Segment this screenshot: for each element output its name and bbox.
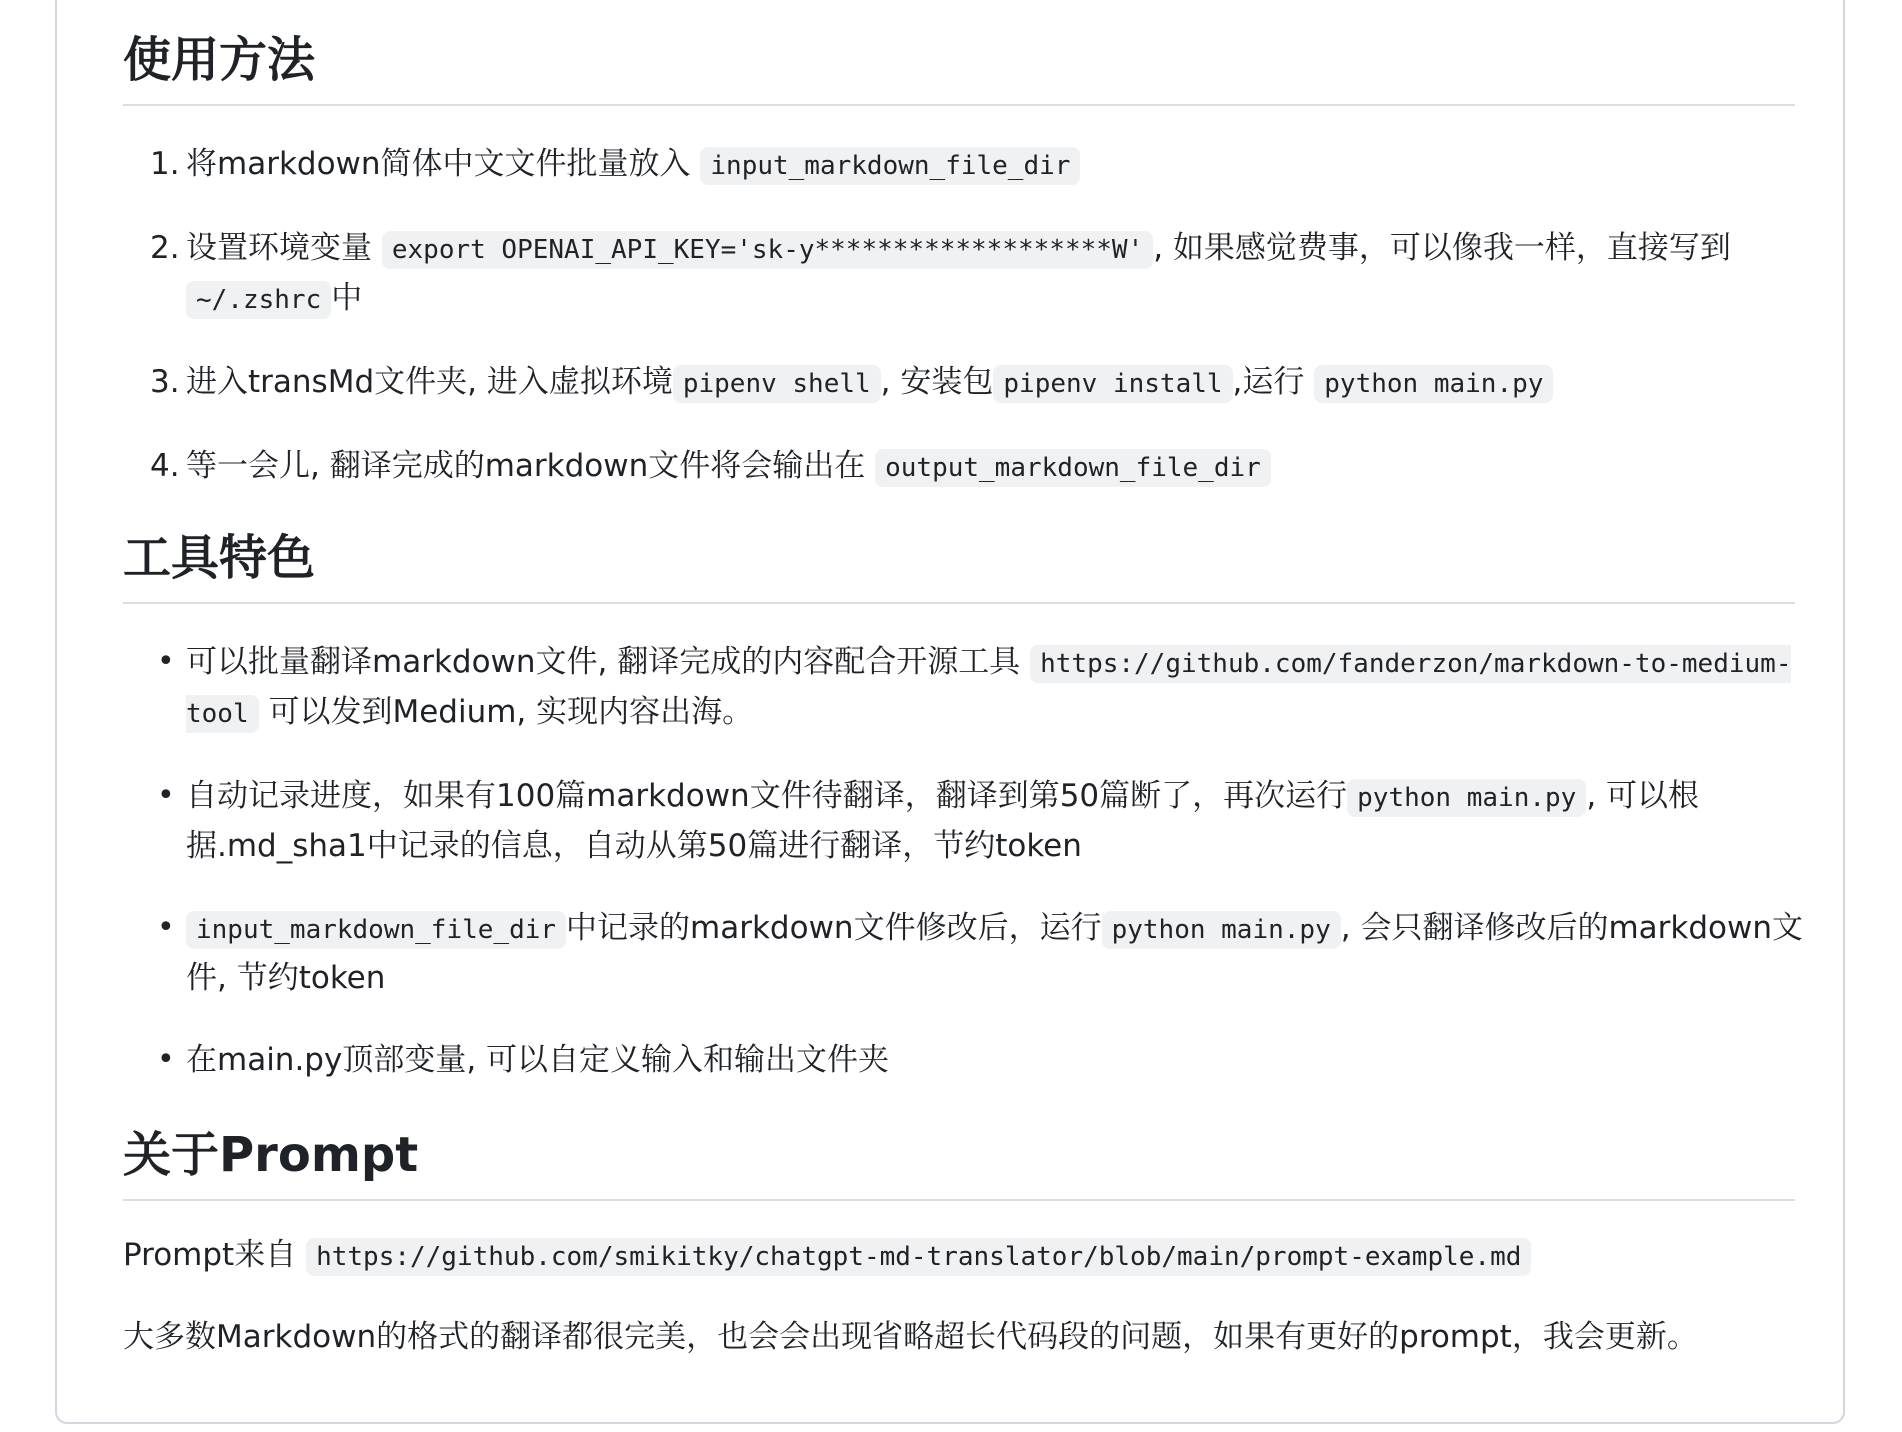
prompt-source-text: Prompt来自 <box>123 1237 307 1273</box>
feature-text: , 会只翻译修改后的markdown文件, 节约token <box>186 910 1803 996</box>
usage-section <box>123 30 1795 492</box>
list-number: 4. <box>150 448 180 484</box>
usage-step-4 <box>123 442 1806 492</box>
prompt-note-paragraph: 大多数Markdown的格式的翻译都很完美，也会会出现省略超长代码段的问题，如果有更好的prompt，我会更新。 <box>123 1319 1698 1355</box>
feature-text: 可以发到Medium, 实现内容出海。 <box>258 694 754 730</box>
usage-heading: 使用方法 <box>123 30 1795 106</box>
python-main-code: python main.py <box>1347 779 1586 817</box>
prompt-heading: 关于Prompt <box>123 1125 1795 1201</box>
step-text: 进入transMd文件夹, 进入虚拟环境 <box>186 364 673 400</box>
list-number: 2. <box>150 230 180 266</box>
step-text: , 如果感觉费事，可以像我一样，直接写到 <box>1153 230 1731 266</box>
output-dir-code: output_markdown_file_dir <box>875 449 1271 487</box>
feature-text: 中记录的markdown文件修改后，运行 <box>566 910 1102 946</box>
feature-text: , 可以根据.md_sha1中记录的信息，自动从第50篇进行翻译，节约token <box>186 778 1700 864</box>
python-main-code: python main.py <box>1102 911 1341 949</box>
step-text: 将markdown简体中文文件批量放入 <box>186 146 701 182</box>
feature-text: 可以批量翻译markdown文件, 翻译完成的内容配合开源工具 <box>186 644 1031 680</box>
feature-item-2 <box>123 772 1806 870</box>
input-dir-code: input_markdown_file_dir <box>186 911 566 949</box>
bullet: • <box>157 644 175 679</box>
list-number: 1. <box>150 146 180 182</box>
list-number: 3. <box>150 364 180 400</box>
pipenv-shell-code: pipenv shell <box>673 365 881 403</box>
feature-item-1 <box>123 638 1806 738</box>
step-text: 等一会儿, 翻译完成的markdown文件将会输出在 <box>186 448 876 484</box>
prompt-example-url-code: https://github.com/smikitky/chatgpt-md-translator/blob/main/prompt-example.md <box>306 1238 1531 1276</box>
zshrc-code: ~/.zshrc <box>186 281 331 319</box>
features-list <box>123 638 1803 1084</box>
input-dir-code: input_markdown_file_dir <box>700 147 1080 185</box>
usage-list <box>123 140 1795 492</box>
usage-step-1 <box>123 140 1806 190</box>
usage-step-2 <box>123 224 1806 324</box>
step-text: 设置环境变量 <box>186 230 382 266</box>
bullet: • <box>157 1042 175 1077</box>
step-text: , 安装包 <box>880 364 994 400</box>
bullet: • <box>157 910 175 945</box>
usage-step-3 <box>123 358 1806 408</box>
step-text: ,运行 <box>1232 364 1315 400</box>
bullet: • <box>157 778 175 813</box>
feature-item-3 <box>123 904 1806 1002</box>
export-key-code: export OPENAI_API_KEY='sk-y*******************W' <box>382 231 1153 269</box>
pipenv-install-code: pipenv install <box>993 365 1232 403</box>
feature-text: 在main.py顶部变量, 可以自定义输入和输出文件夹 <box>186 1042 890 1078</box>
prompt-section <box>123 1125 1795 1361</box>
feature-text: 自动记录进度，如果有100篇markdown文件待翻译，翻译到第50篇断了，再次运行 <box>186 778 1348 814</box>
features-heading: 工具特色 <box>123 528 1795 604</box>
python-main-code: python main.py <box>1314 365 1553 403</box>
feature-item-4 <box>123 1036 1806 1084</box>
features-section <box>123 528 1803 1084</box>
step-text: 中 <box>331 280 363 316</box>
prompt-source-paragraph <box>123 1231 1795 1281</box>
markdown-to-medium-url-code: https://github.com/fanderzon/markdown-to-medium-tool <box>186 645 1791 733</box>
